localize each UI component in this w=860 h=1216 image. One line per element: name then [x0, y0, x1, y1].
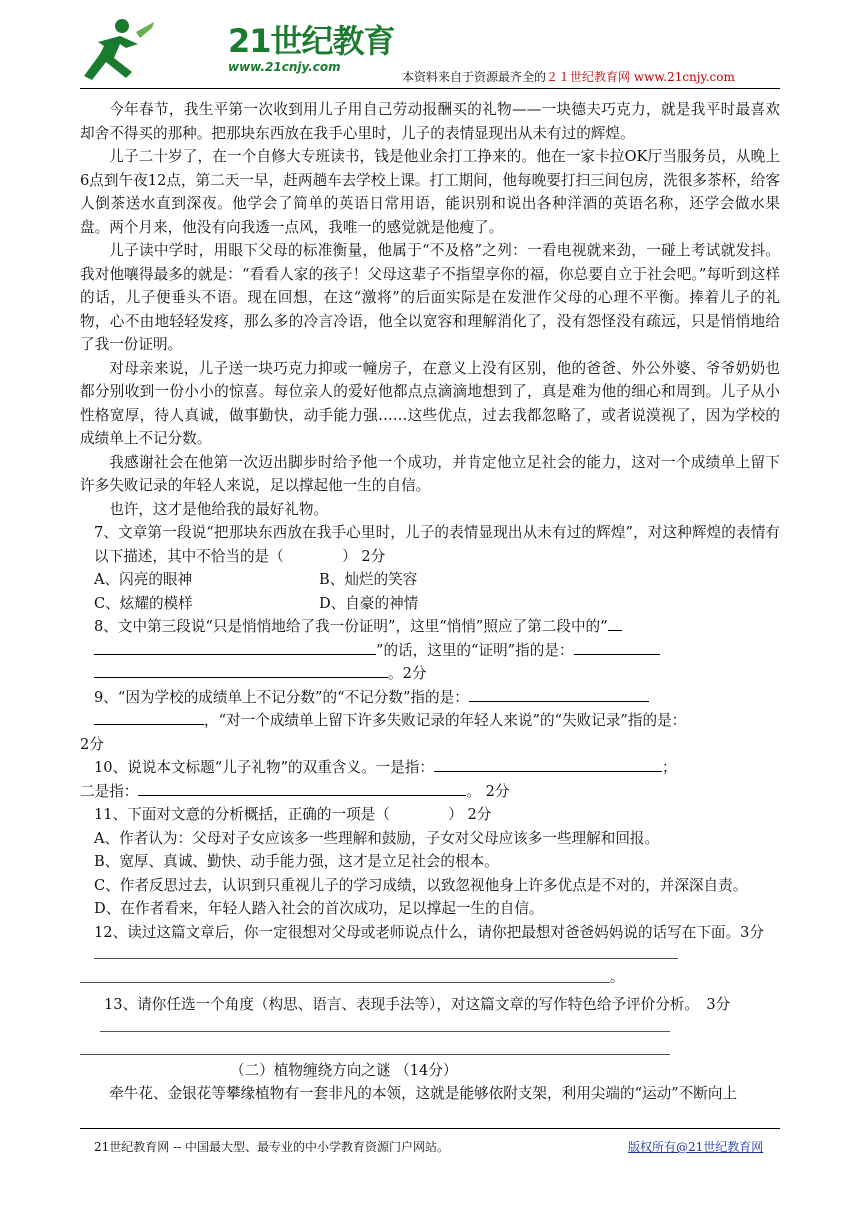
question-7-options-row-2	[80, 592, 780, 616]
question-9-prompt: 9、“因为学校的成绩单上不记分数”的“不记分数”指的是：	[94, 688, 469, 706]
question-13: 13、请你任选一个角度（构思、语言、表现手法等），对这篇文章的写作特色给予评价分析。 3分	[104, 996, 731, 1013]
passage-paragraph-2: 儿子二十岁了，在一个自修大专班读书，钱是他业余打工挣来的。他在一家卡拉OK厅当服务员，从晚上6点到午夜12点，第二天一早，赶两趟车去学校上课。打工期间，他每晚要打扫三间包房，洗很多茶杯，给客人倒茶送水直到深夜。他学会了简单的英语日常用语，能识别和说出各种洋酒的英语名称，还学会做水果盘。两个月来，他没有向我透一点风，我唯一的感觉就是他瘦了。	[80, 148, 780, 236]
question-10-line-2	[80, 780, 780, 804]
question-9-blank-1[interactable]	[469, 687, 649, 702]
question-8-blank-1[interactable]	[608, 616, 622, 631]
logo-url: www.21cnjy.com	[228, 60, 341, 74]
header-divider	[80, 88, 780, 89]
question-7-option-c: C、炫耀的模样	[94, 594, 193, 612]
logo-wordmark: 21世纪教育	[228, 22, 395, 60]
question-8-prompt: 8、文中第三段说“只是悄悄地给了我一份证明”，这里“悄悄”照应了第二段中的“	[94, 618, 608, 635]
question-8-blank-2[interactable]	[94, 640, 376, 655]
passage-paragraph-1: 今年春节，我生平第一次收到用儿子用自己劳动报酬买的礼物——一块德夫巧克力，就是我平时最喜欢却舍不得买的那种。把那块东西放在我手心里时，儿子的表情显现出从未有过的辉煌。	[80, 101, 780, 142]
question-11-option-b: B、宽厚、真诚、勤快、动手能力强，这才是立足社会的根本。	[94, 853, 499, 870]
question-10-line-1	[80, 756, 780, 780]
question-11: 11、下面对文意的分析概括，正确的一项是（ ） 2分	[94, 806, 492, 823]
header-source-note	[402, 68, 735, 85]
footer-site-description: 21世纪教育网 -- 中国最大型、最专业的中小学教育资源门户网站。	[94, 1140, 450, 1154]
question-7-option-a: A、闪亮的眼神	[94, 571, 193, 588]
footer-copyright-link[interactable]: 版权所有@21世纪教育网	[628, 1140, 764, 1154]
question-11-option-a: A、作者认为：父母对子女应该多一些理解和鼓励，子女对父母应该多一些理解和回报。	[94, 829, 660, 847]
question-11-option-d: D、在作者看来，年轻人踏入社会的首次成功，足以撑起一生的自信。	[94, 900, 544, 917]
section-2-title: （二）植物缠绕方向之谜 （14分）	[230, 1061, 458, 1079]
running-figure-icon	[78, 14, 158, 86]
question-12: 12、读过这篇文章后，你一定很想对父母或老师说点什么，请你把最想对爸爸妈妈说的话写在下面。3分	[94, 923, 764, 941]
question-10-prompt-2: 二是指：	[80, 782, 139, 800]
question-8-line-3	[80, 662, 780, 686]
question-10-prompt: 10、说说本文标题“儿子礼物”的双重含义。一是指：	[94, 759, 434, 776]
passage-paragraph-4: 对母亲来说，儿子送一块巧克力抑或一幢房子，在意义上没有区别，他的爸爸、外公外婆、爷爷奶奶也都分别收到一份小小的惊喜。每位亲人的爱好他都点点滴滴地想到了，真是难为他的细心和周到。儿子从小性格宽厚，待人真诚，做事勤快，动手能力强……这些优点，过去我都忽略了，或者说漠视了，因为学校的成绩单上不记分数。	[80, 359, 780, 447]
header-note-prefix: 本资料来自于资源最齐全的	[402, 70, 547, 84]
header-note-site[interactable]: ２１世纪教育网	[546, 70, 631, 84]
question-8-line-1	[80, 615, 780, 639]
question-11-option-c: C、作者反思过去，认识到只重视儿子的学习成绩，以致忽视他身上许多优点是不对的，并深深自责。	[94, 876, 748, 894]
question-8-blank-3[interactable]	[574, 640, 660, 655]
passage-paragraph-3: 儿子读中学时，用眼下父母的标准衡量，他属于“不及格”之列：一看电视就来劲，一碰上考试就发抖。我对他嚷得最多的就是：“看看人家的孩子！父母这辈子不指望享你的福，你总要自立于社会吧。”每听到这样的话，儿子便垂头不语。现在回想，在这“激将”的后面实际是在发泄作父母的心理不平衡。捧着儿子的礼物，心不由地轻轻发疼，那么多的冷言冷语，他全以宽容和理解消化了，没有怨怪没有疏远，只是悄悄地给了我一份证明。	[80, 242, 780, 353]
question-12-end-mark: 。	[610, 970, 624, 986]
question-9-line-1	[80, 686, 780, 710]
question-8-line-2	[80, 639, 780, 663]
question-8-blank-4[interactable]	[94, 663, 388, 678]
question-7-options-row-1	[80, 568, 780, 592]
question-10-semicolon: ；	[661, 759, 677, 776]
site-logo[interactable]	[78, 10, 395, 88]
question-10-blank-2[interactable]	[138, 781, 466, 796]
question-8-points: 。2分	[388, 665, 427, 682]
passage-paragraph-6: 也许，这才是他给我的最好礼物。	[109, 500, 329, 518]
question-8-prompt-2: ”的话，这里的“证明”指的是：	[376, 641, 574, 659]
footer-divider	[80, 1128, 780, 1129]
header-note-url[interactable]: www.21cnjy.com	[633, 70, 735, 84]
question-9-blank-2[interactable]	[94, 710, 204, 725]
question-7: 7、文章第一段说“把那块东西放在我手心里时，儿子的表情显现出从未有过的辉煌”，对这种辉煌的表情有以下描述，其中不恰当的是（ ） 2分	[94, 524, 780, 565]
question-9-line-2	[80, 709, 780, 733]
question-9-points: 2分	[80, 735, 104, 753]
article-content	[80, 98, 780, 1106]
question-10-points: 。 2分	[466, 782, 510, 800]
question-7-option-b: B、灿烂的笑容	[319, 571, 418, 588]
question-9-prompt-2: ，“对一个成绩单上留下许多失败记录的年轻人来说”的“失败记录”指的是：	[204, 712, 687, 729]
question-7-option-d: D、自豪的神情	[319, 594, 419, 612]
section-2-paragraph: 牵牛花、金银花等攀缘植物有一套非凡的本领，这就是能够依附支架，利用尖端的“运动”不断向上	[109, 1085, 738, 1102]
question-12-answer-line-2[interactable]	[80, 982, 610, 983]
passage-paragraph-5: 我感谢社会在他第一次迈出脚步时给予他一个成功，并肯定他立足社会的能力，这对一个成绩单上留下许多失败记录的年轻人来说，足以撑起他一生的自信。	[80, 453, 780, 494]
question-10-blank-1[interactable]	[434, 757, 662, 772]
